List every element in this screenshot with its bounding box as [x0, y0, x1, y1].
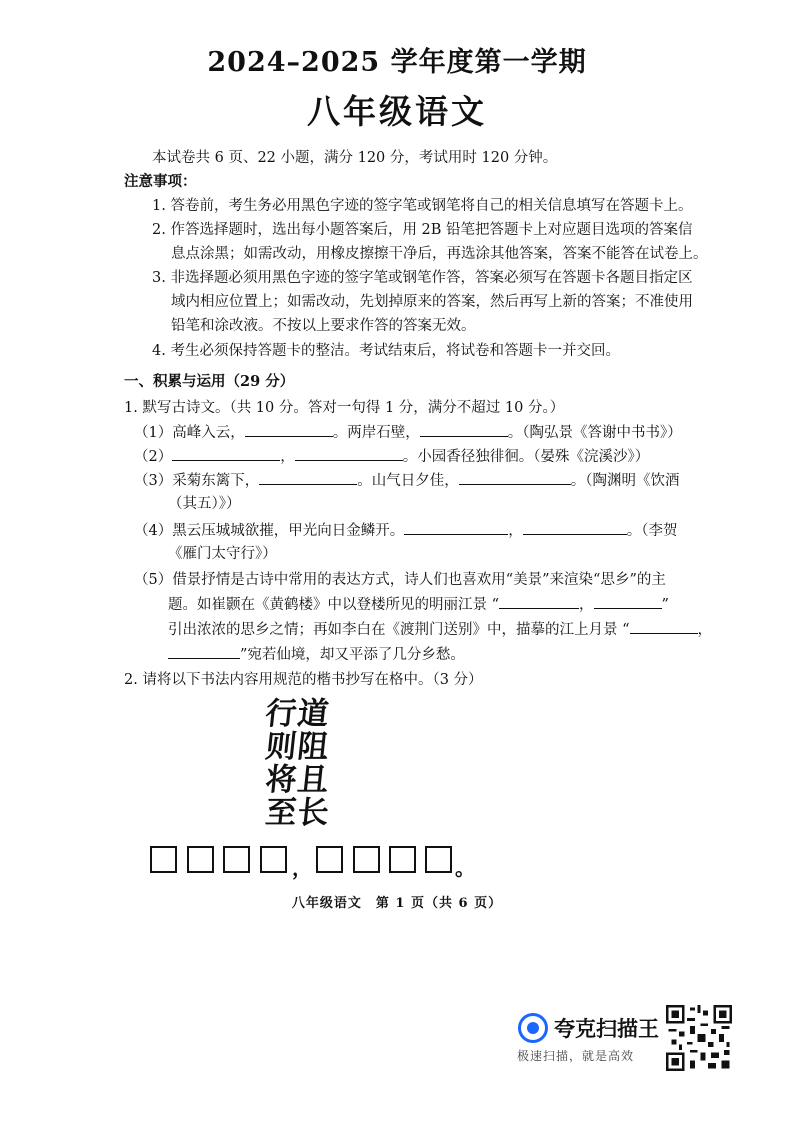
calligraphy-char: 至 — [263, 795, 299, 831]
exam-term-title: 2024–2025 学年度第一学期 — [207, 47, 587, 78]
writing-box[interactable] — [389, 846, 416, 873]
q1-item-5b: 题。如崔颢在《黄鹤楼》中以登楼所见的明丽江景 “ ， ” — [168, 594, 669, 615]
calligraphy-char: 行 — [263, 696, 299, 732]
exam-subject-title: 八年级语文 — [307, 92, 487, 131]
scanner-slogan: 极速扫描，就是高效 — [517, 1049, 635, 1063]
writing-box[interactable] — [260, 846, 287, 873]
calligraphy-char: 道 — [295, 696, 331, 732]
grid-comma: ， — [292, 856, 312, 880]
note-3b: 域内相应位置上；如需改动，先划掉原来的答案，然后再写上新的答案；不准使用 — [171, 294, 693, 310]
note-4: 4. 考生必须保持答题卡的整洁。考试结束后，将试卷和答题卡一并交回。 — [152, 343, 620, 359]
calligraphy-char: 阻 — [295, 729, 331, 765]
note-3a: 3. 非选择题必须用黑色字迹的签字笔或钢笔作答，答案必须写在答题卡各题目指定区 — [152, 270, 693, 286]
grid-period: 。 — [455, 856, 475, 880]
qr-code-icon — [666, 1005, 732, 1071]
q1-item-3-cont: （其五）》） — [168, 496, 241, 512]
q1-item-5a: （5）借景抒情是古诗中常用的表达方式，诗人们也喜欢用“美景”来渲染“思乡”的主 — [134, 572, 666, 588]
section-heading: 一、积累与运用（29 分） — [124, 373, 295, 390]
q1-item-3: （3）采菊东篱下， 。山气日夕佳， 。（陶渊明《饮酒 — [134, 470, 679, 491]
q1-stem: 1. 默写古诗文。（共 10 分。答对一句得 1 分，满分不超过 10 分。） — [124, 400, 565, 416]
writing-box[interactable] — [353, 846, 380, 873]
calligraphy-char: 长 — [295, 795, 331, 831]
q1-item-1: （1）高峰入云， 。两岸石壁， 。（陶弘景《答谢中书书》） — [134, 422, 682, 443]
q1-item-5d: ”宛若仙境，却又平添了几分乡愁。 — [168, 644, 465, 665]
q1-item-4: （4）黑云压城城欲摧，甲光向日金鳞开。 ， 。（李贺 — [134, 520, 677, 541]
q1-item-2: （2） ， 。小园香径独徘徊。（晏殊《浣溪沙》） — [134, 446, 649, 467]
page-footer: 八年级语文 第 1 页（共 6 页） — [291, 896, 503, 911]
note-2a: 2. 作答选择题时，选出每小题答案后，用 2B 铅笔把答题卡上对应题目选项的答案信 — [152, 222, 693, 238]
writing-box[interactable] — [316, 846, 343, 873]
q1-item-5c: 引出浓浓的思乡之情；再如李白在《渡荆门送别》中，描摹的江上月景 “ ， — [168, 619, 712, 640]
writing-box[interactable] — [425, 846, 452, 873]
writing-box[interactable] — [223, 846, 250, 873]
writing-box[interactable] — [150, 846, 177, 873]
q2-stem: 2. 请将以下书法内容用规范的楷书抄写在格中。（3 分） — [124, 672, 483, 688]
exam-intro: 本试卷共 6 页、22 小题，满分 120 分，考试用时 120 分钟。 — [152, 150, 558, 166]
note-3c: 铅笔和涂改液。不按以上要求作答的答案无效。 — [171, 318, 476, 334]
notes-heading: 注意事项： — [124, 173, 197, 190]
scanner-app-name: 夸克扫描王 — [554, 1017, 659, 1041]
calligraphy-char: 将 — [263, 762, 299, 798]
calligraphy-char: 则 — [263, 729, 299, 765]
writing-box[interactable] — [187, 846, 214, 873]
q1-item-4-cont: 《雁门太守行》） — [168, 546, 277, 562]
note-1: 1. 答卷前，考生务必用黑色字迹的签字笔或钢笔将自己的相关信息填写在答题卡上。 — [152, 198, 693, 214]
calligraphy-char: 且 — [295, 762, 331, 798]
note-2b: 息点涂黑；如需改动，用橡皮擦擦干净后，再选涂其他答案，答案不能答在试卷上。 — [171, 246, 708, 262]
quark-scanner-logo-icon — [518, 1013, 548, 1043]
